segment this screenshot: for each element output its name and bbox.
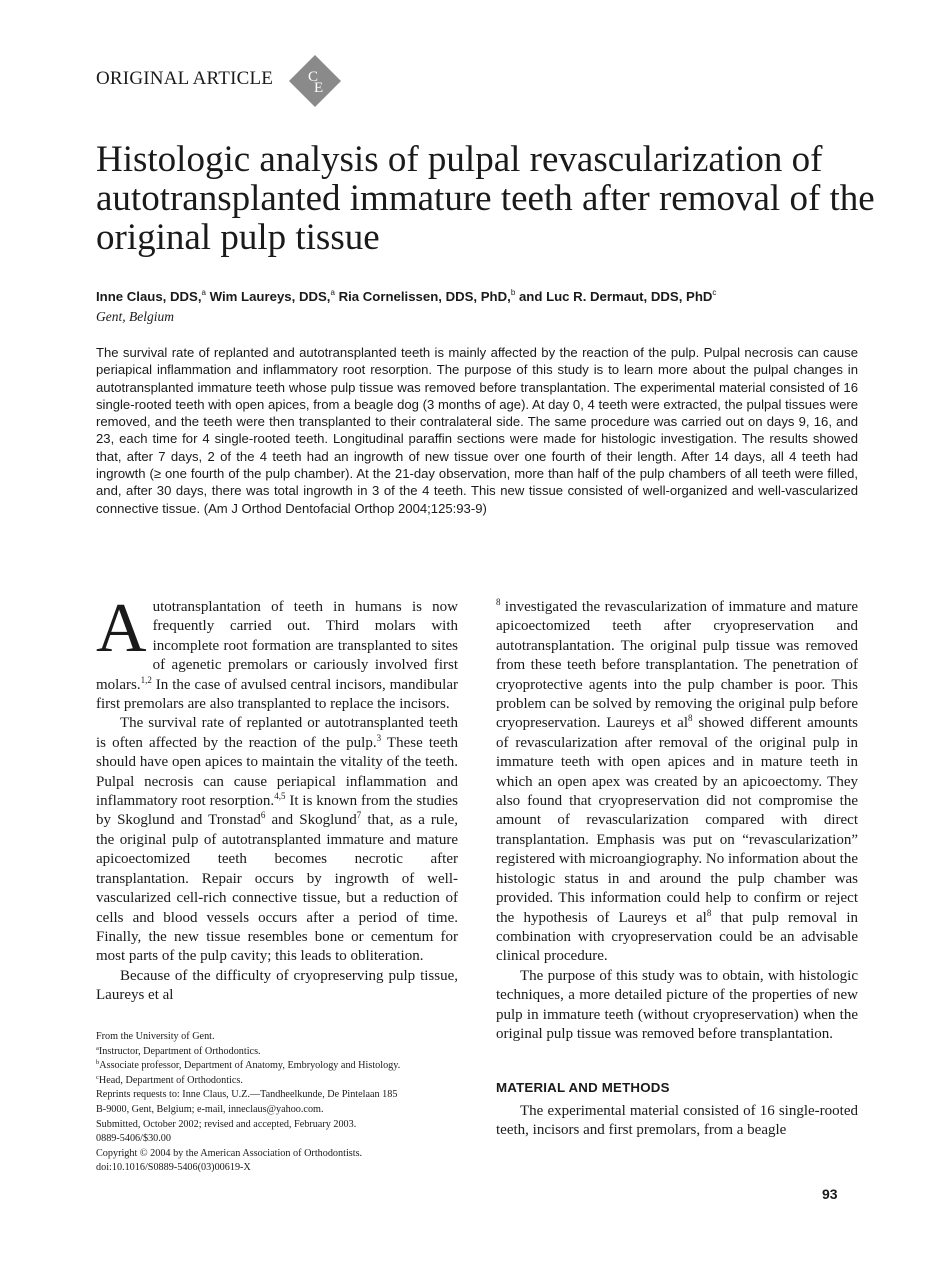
body-paragraph: The purpose of this study was to obtain, with histologic techniques, a more detailed picture of the properties of new pulp in immature teeth (without cryopreservation) when the original pulp tissue was removed before transplantation. [496,967,858,1042]
body-paragraph: Because of the difficulty of cryopreserving pulp tissue, Laureys et al [96,967,458,1004]
body-paragraph-continued: $^8$ investigated the revascularization of immature and mature apicoectomized teeth after cryopreservation and autotransplantation. The original pulp tissue was removed from these teeth before transplantation. The penetration of cryoprotective agents into the pulp chamber is poor. This problem can be solved by removing the original pulp before cryopreservation. Laureys et $al^8$ showed different amounts of revascularization after removal of the original pulp in immature teeth with open apices and in mature teeth in which an open apex was created by an apicoectomy. They also found that cryopreservation did not compromise the amount of revascularization compared with direct transplantation. Emphasis was put on “revascularization” registered with microangiography. No information about the histologic status in and around the pulp chamber was provided. This information could help to confirm or reject the hypothesis of Laureys et $al^8$ that pulp removal in combination with cryopreservation could be an advisable clinical procedure. [496,597,858,965]
article-title: Histologic analysis of pulpal revascularization of autotransplanted immature teeth after removal of the original pulp tissue [96,139,875,258]
footnote-line: Reprints requests to: Inne Claus, U.Z.—Tandheelkunde, De Pintelaan 185 [96,1089,398,1101]
footnote-line: Submitted, October 2002; revised and accepted, February 2003. [96,1118,357,1130]
author-name: Wim Laureys, DDS, [209,289,331,304]
citation-ref: 7 [356,810,362,821]
footnote-doi: doi:10.1016/S0889-5406(03)00619-X [96,1162,251,1174]
author-name: Inne Claus, DDS, [96,289,202,304]
body-paragraph: Autotransplantation of teeth in humans is now frequently carried out. Third molars with incomplete root formation are transplanted to sites of agenetic premolars or cariously involved first molars.$^{1,2}$ In the case of avulsed central incisors, mandibular first premolars are also transplanted to replace the incisors. [96,590,458,713]
author-location: Gent, Belgium [96,309,174,324]
footnote-line: $^c$Head, Department of Orthodontics. [96,1073,243,1086]
page-number: 93 [822,1186,838,1202]
footnote-line: B-9000, Gent, Belgium; e-mail, inneclaus@yahoo.com. [96,1103,324,1115]
abstract: The survival rate of replanted and autotransplanted teeth is mainly affected by the reaction of the pulp. Pulpal necrosis can cause periapical inflammation and inflammatory root resorption. The purpose of this study is to learn more about the pulpal changes in autotransplanted immature teeth whose pulp tissue was removed before transplantation. The experimental material consisted of 16 single-rooted teeth with open apices, from a beagle dog (3 months of age). At day 0, 4 teeth were extracted, the pulpal tissues were removed, and the teeth were then transplanted to their contralateral side. The same procedure was carried out on days 9, 16, and 23, each time for 4 single-rooted teeth. Longitudinal paraffin sections were made for histologic investigation. The results showed that, after 7 days, 2 of the 4 teeth had an ingrowth of new tissue over one fourth of their length. After 14 days, all 4 teeth had ingrowth (≥ one fourth of the pulp chamber). At the 21-day observation, more than half of the pulp chambers of all teeth were filled, and, after 30 days, there was total ingrowth in 3 of the 4 teeth. This new tissue consisted of well-organized and well-vascularized connective tissue. (Am J Orthod Dentofacial Orthop 2004;125:93-9) [96,345,858,516]
svg-text:E: E [314,80,324,96]
body-column-left [96,590,459,1006]
body-column-right [496,598,858,1141]
footnote-line: $^a$Instructor, Department of Orthodontics. [96,1044,261,1057]
citation-ref: 6 [260,810,266,821]
citation-ref: 1,2 [140,674,152,685]
footnote-line: 0889-5406/$30.00 [96,1133,171,1145]
author-name: Luc R. Dermaut, DDS, PhD [546,289,713,304]
svg-text:C: C [308,69,319,85]
footnote-line: $^b$Associate professor, Department of Anatomy, Embryology and Histology. [96,1059,401,1072]
author-name: Ria Cornelissen, DDS, PhD, [338,289,511,304]
citation-ref: 4,5 [274,791,286,802]
body-paragraph: The survival rate of replanted or autotransplanted teeth is often affected by the reaction of the pulp.$^3$ These teeth should have open apices to maintain the vitality of the teeth. Pulpal necrosis can cause periapical inflammation and inflammatory root resorption.$^{4,5}$ It is known from the studies by Skoglund and Tronstad$^6$ and Skoglund$^7$ that, as a rule, the original pulp of autotransplanted immature and mature apicoectomized teeth becomes necrotic after transplantation. Repair occurs by ingrowth of well-vascularized cell-rich connective tissue, but a reduction of cells and blood vessels occurs after a period of time. Finally, the new tissue resembles bone or cementum for most parts of the pulp cavity; this leads to obliteration. [96,715,459,965]
citation-ref: 8 [496,597,501,607]
drop-cap: A [96,590,147,667]
citation-ref: 3 [376,732,382,743]
footnote-line: From the University of Gent. [96,1031,215,1042]
section-heading-methods: MATERIAL AND METHODS [496,1080,670,1096]
footnotes [96,1030,458,1176]
section-label: ORIGINAL ARTICLE [96,68,274,89]
citation-ref: 8 [706,907,712,918]
author-list: Inne Claus, DDS,$^a$ Wim Laureys, DDS,$^a$ Ria Cornelissen, DDS, PhD,$^b$ and Luc R. Dermaut, DDS, PhD$^c$ [96,288,717,304]
citation-ref: 8 [687,713,693,724]
body-paragraph: The experimental material consisted of 16 single-rooted teeth, incisors and first premolars, from a beagle [496,1102,858,1139]
ce-badge-logo [288,54,342,108]
footnote-line: Copyright © 2004 by the American Association of Orthodontists. [96,1147,363,1159]
